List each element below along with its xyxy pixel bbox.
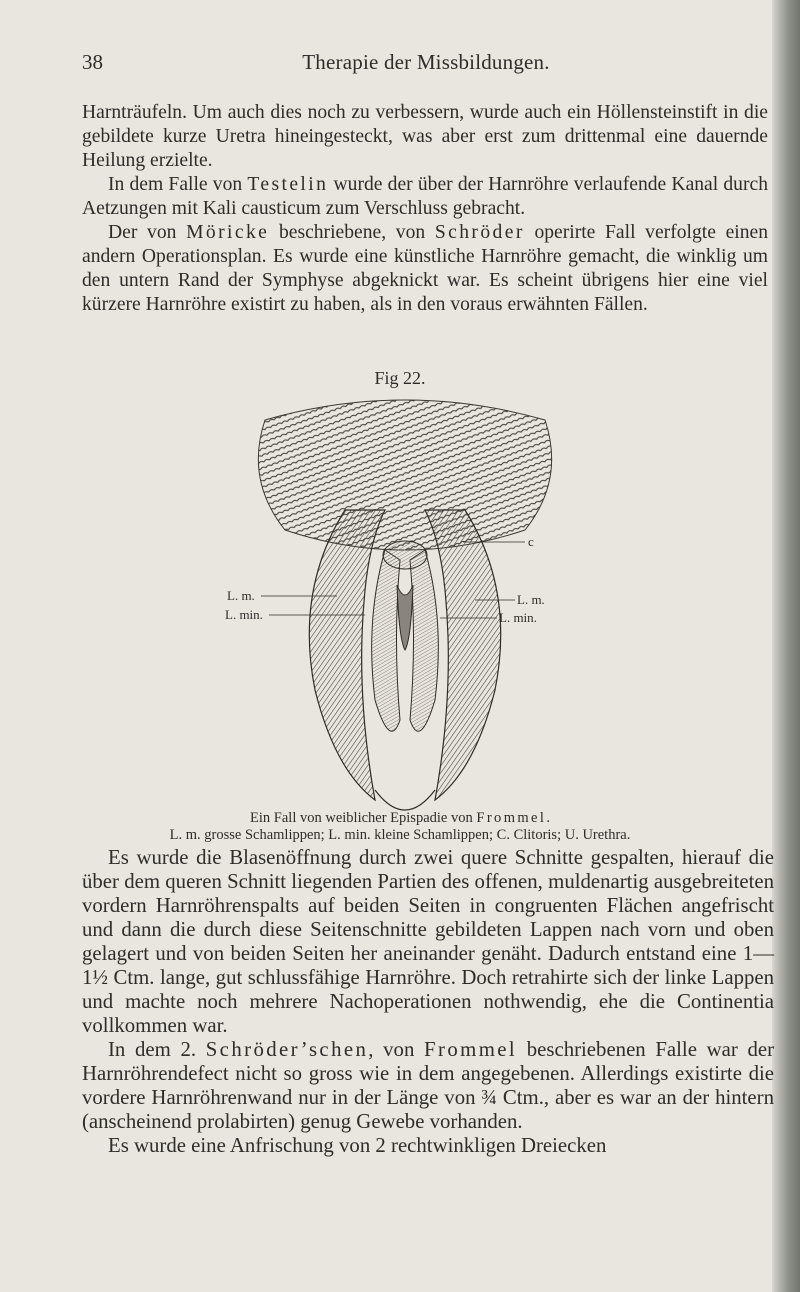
- paragraph: In dem 2. Schröder’schen, von Frommel beschriebenen Falle war der Harnröhrendefect nicht so gross wie in dem angegebenen. Allerdings existirte die vordere Harnröhrenwand nur in der Länge von ¾ Ctm., aber es war an der hintern (anscheinend prolabirten) genug Gewebe vorhanden.: [82, 1038, 775, 1133]
- perineum: [375, 790, 435, 810]
- author-name: Möricke: [186, 222, 270, 243]
- right-labium-minus: [410, 550, 438, 731]
- urethral-opening: [397, 585, 413, 650]
- anatomical-illustration: [225, 390, 585, 840]
- text-block-top: [82, 101, 768, 317]
- figure-label: Fig 22.: [374, 368, 426, 388]
- label-lm-left: L. m.: [227, 588, 255, 603]
- paragraph: In dem Falle von Testelin wurde der über der Harnröhre verlaufende Kanal durch Aetzungen mit Kali causticum zum Verschluss gebracht.: [82, 174, 768, 219]
- left-labium-minus: [372, 550, 400, 731]
- clitoris-region: [383, 541, 427, 569]
- page-header: [82, 50, 770, 80]
- author-name: Schröder’schen: [205, 1038, 369, 1061]
- paragraph: Es wurde die Blasenöffnung durch zwei quere Schnitte gespalten, hierauf die über dem queren Schnitt liegenden Partien des offenen, muldenartig ausgebreiteten vordern Harnröhrenspalts auf beiden Seiten in congruenten Flächen angefrischt und dann die durch diese Seitenschnitte gebildeten Lappen nach vorn und oben gelagert und von beiden Seiten her aneinander genäht. Dadurch entstand eine 1—1½ Ctm. lange, gut schlussfähige Harnröhre. Doch retrahirte sich der linke Lappen und machte noch mehrere Nachoperationen nothwendig, ehe die Continentia vollkommen war.: [82, 846, 774, 1037]
- paragraph: Der von Möricke beschriebene, von Schröder operirte Fall verfolgte einen andern Operationsplan. Es wurde eine künstliche Harnröhre gemacht, die winklig um den untern Rand der Symphyse abgeknickt war. Es scheint übrigens hier eine viel kürzere Harnröhre existirt zu haben, als in den voraus erwähnten Fällen.: [82, 222, 769, 315]
- page-edge: [772, 0, 800, 1292]
- label-lm-right: L. m.: [517, 592, 545, 607]
- pubic-hair-region: [258, 400, 551, 550]
- author-name: Schröder: [434, 222, 525, 243]
- figure-caption: Ein Fall von weiblicher Epispadie von Frommel.: [250, 810, 550, 826]
- paragraph: Es wurde eine Anfrischung von 2 rechtwinkligen Dreiecken: [108, 1134, 607, 1157]
- author-name: Testelin: [247, 174, 329, 195]
- label-c: c: [528, 534, 534, 549]
- label-lmin-left: L. min.: [225, 607, 263, 622]
- text-block-bottom: [82, 846, 774, 1158]
- paragraph: Harnträufeln. Um auch dies noch zu verbessern, wurde auch ein Höllensteinstift in die gebildete kurze Uretra hineingesteckt, was aber erst zum drittenmal eine dauernde Heilung erzielte.: [82, 102, 768, 171]
- label-lmin-right: L. min.: [499, 610, 537, 625]
- page-number: 38: [82, 50, 103, 74]
- author-name: Frommel: [424, 1038, 518, 1061]
- running-title: Therapie der Missbildungen.: [302, 50, 550, 74]
- author-name: Frommel: [476, 810, 547, 826]
- figure-legend: L. m. grosse Schamlippen; L. min. kleine Schamlippen; C. Clitoris; U. Urethra.: [169, 827, 631, 843]
